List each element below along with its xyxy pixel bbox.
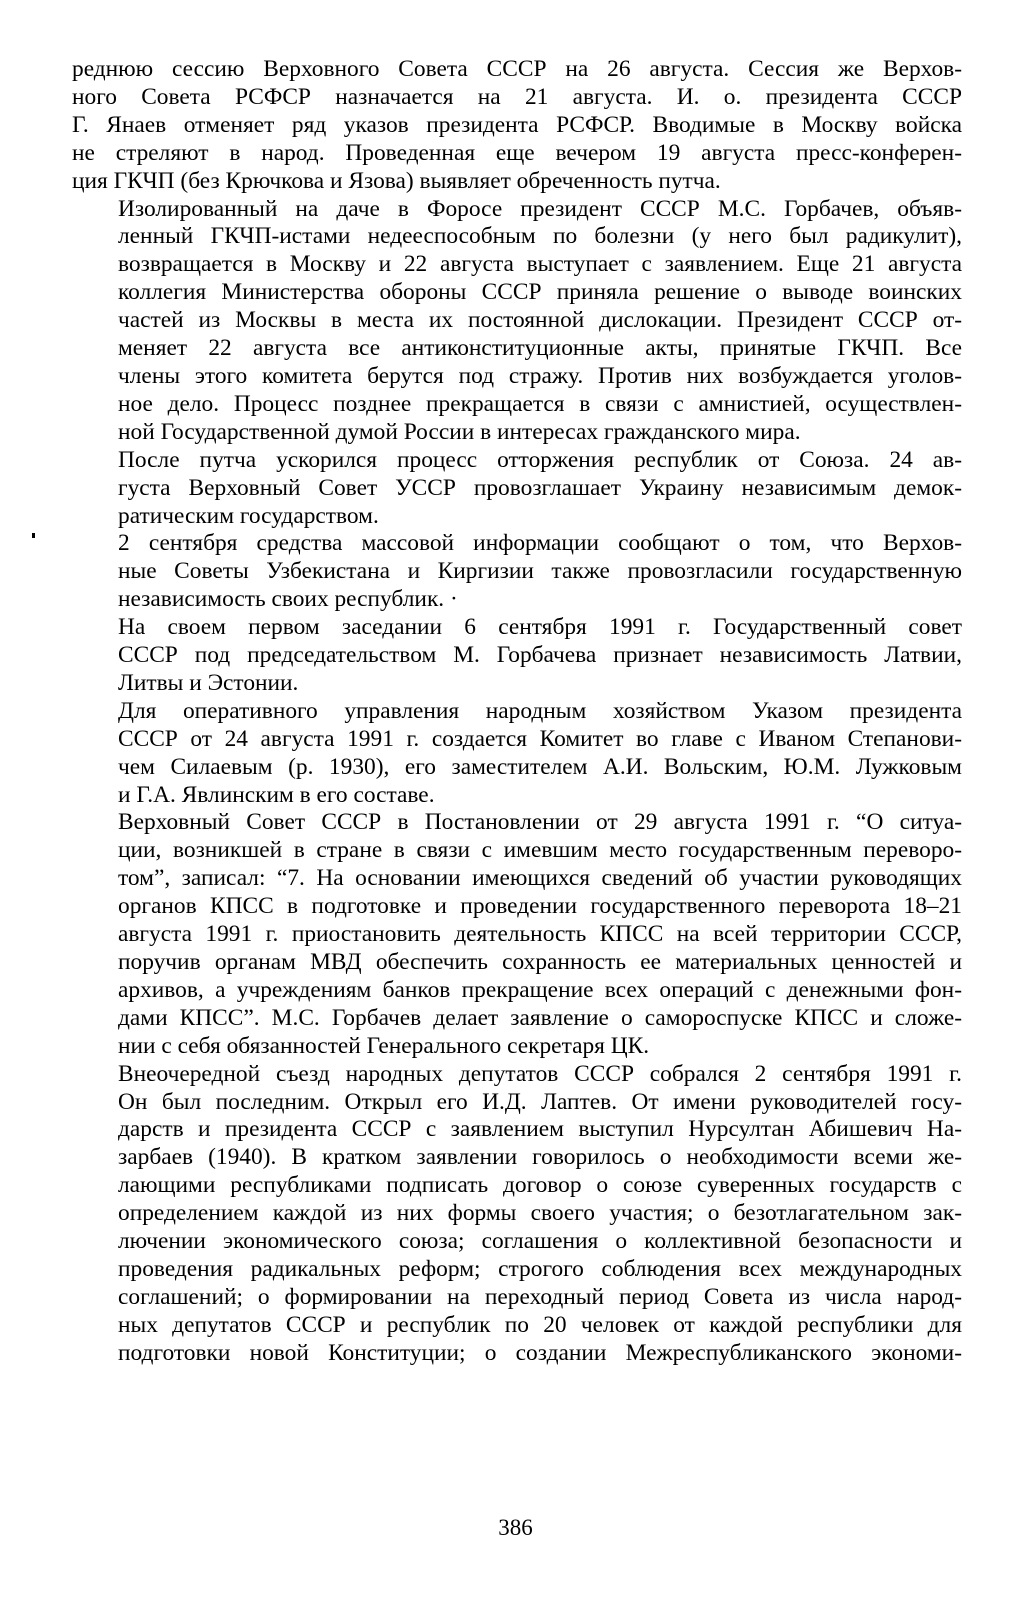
text-line: Внеочередной съезд народных депутатов СССР собрался 2 сентября 1991 г.: [118, 1060, 962, 1087]
paragraph: [72, 1061, 962, 1368]
text-line: реднюю сессию Верховного Совета СССР на 26 августа. Сессия же Верхов-: [72, 56, 962, 82]
text-line: ленный ГКЧП-истами недееспособным по болезни (у него был радикулит),: [118, 223, 962, 250]
text-line: ных депутатов СССР и республик по 20 человек от каждой республики для: [118, 1311, 962, 1338]
paragraph: [72, 530, 962, 614]
text-line: 2 сентября средства массовой информации сообщают о том, что Верхов-: [118, 530, 962, 557]
text-line: коллегия Министерства обороны СССР приняла решение о выводе воинских: [118, 279, 962, 306]
text-line: и Г.А. Явлинским в его составе.: [118, 781, 435, 808]
text-line: независимость своих республик. ·: [118, 586, 458, 613]
text-line: архивов, а учреждениям банков прекращение всех операций с денежными фон-: [118, 976, 962, 1003]
paragraph: [72, 614, 962, 698]
text-line: Верховный Совет СССР в Постановлении от 29 августа 1991 г. “О ситуа-: [118, 809, 962, 836]
text-line: ное дело. Процесс позднее прекращается в связи с амнистией, осуществлен-: [118, 390, 962, 417]
text-line: Г. Янаев отменяет ряд указов президента РСФСР. Вводимые в Москву войска: [72, 111, 962, 138]
text-line: нии с себя обязанностей Генерального секретаря ЦК.: [118, 1032, 650, 1059]
text-line: Он был последним. Открыл его И.Д. Лаптев. От имени руководителей госу-: [118, 1088, 962, 1115]
text-line: На своем первом заседании 6 сентября 1991 г. Государственный совет: [118, 614, 962, 641]
text-line: органов КПСС в подготовке и проведении государственного переворота 18–21: [118, 893, 962, 920]
text-line: проведения радикальных реформ; строгого соблюдения всех международных: [118, 1255, 962, 1282]
paragraph: [72, 56, 962, 196]
text-line: Литвы и Эстонии.: [118, 669, 299, 696]
text-line: члены этого комитета берутся под стражу. Против них возбуждается уголов-: [118, 362, 962, 389]
text-line: поручив органам МВД обеспечить сохранность ее материальных ценностей и: [118, 949, 962, 975]
text-line: возвращается в Москву и 22 августа выступает с заявлением. Еще 21 августа: [118, 251, 962, 278]
text-line: густа Верховный Совет УССР провозглашает Украину независимым демок-: [118, 474, 962, 501]
page-number: 386: [498, 1515, 533, 1540]
paragraph: [72, 196, 962, 447]
text-line: дами КПСС”. М.С. Горбачев делает заявление о самороспуске КПСС и сложе-: [118, 1004, 962, 1031]
text-line: ного Совета РСФСР назначается на 21 августа. И. о. президента СССР: [72, 83, 962, 110]
text-line: подготовки новой Конституции; о создании Межреспубликанского экономи-: [118, 1339, 962, 1366]
text-line: Для оперативного управления народным хозяйством Указом президента: [118, 697, 962, 724]
text-line: зарбаев (1940). В кратком заявлении говорилось о необходимости всеми же-: [118, 1144, 962, 1171]
text-line: чем Силаевым (р. 1930), его заместителем А.И. Вольским, Ю.М. Лужковым: [118, 753, 962, 780]
text-line: ции, возникшей в стране в связи с имевшим место государственным переворо-: [118, 837, 962, 864]
text-line: определением каждой из них формы своего участия; о безотлагательном зак-: [118, 1200, 962, 1227]
text-line: соглашений; о формировании на переходный период Совета из числа народ-: [118, 1283, 962, 1310]
paragraph: [72, 447, 962, 531]
text-line: лючении экономического союза; соглашения о коллективной безопасности и: [118, 1228, 962, 1255]
text-line: лающими республиками подписать договор о союзе суверенных государств с: [118, 1172, 962, 1199]
text-line: не стреляют в народ. Проведенная еще вечером 19 августа пресс-конферен-: [72, 139, 962, 166]
text-line: ные Советы Узбекистана и Киргизии также провозгласили государственную: [118, 558, 962, 585]
text-line: СССР от 24 августа 1991 г. создается Комитет во главе с Иваном Степанови-: [118, 725, 962, 752]
page-body-text: [72, 56, 962, 1368]
margin-mark: [32, 533, 35, 538]
paragraph: [72, 698, 962, 810]
text-line: ной Государственной думой России в интересах гражданского мира.: [118, 418, 801, 445]
text-line: августа 1991 г. приостановить деятельность КПСС на всей территории СССР,: [118, 921, 962, 948]
text-line: СССР под председательством М. Горбачева признает независимость Латвии,: [118, 642, 962, 669]
paragraph: [72, 809, 962, 1060]
text-line: ратическим государством.: [118, 502, 379, 529]
text-line: ция ГКЧП (без Крючкова и Язова) выявляет обреченность путча.: [72, 167, 721, 194]
text-line: меняет 22 августа все антиконституционные акты, принятые ГКЧП. Все: [118, 335, 962, 362]
text-line: Изолированный на даче в Форосе президент СССР М.С. Горбачев, объяв-: [118, 195, 962, 222]
text-line: После путча ускорился процесс отторжения республик от Союза. 24 ав-: [118, 446, 962, 473]
text-line: том”, записал: “7. На основании имеющихся сведений об участии руководящих: [118, 865, 962, 892]
text-line: частей из Москвы в места их постоянной дислокации. Президент СССР от-: [118, 307, 962, 334]
text-line: дарств и президента СССР с заявлением выступил Нурсултан Абишевич На-: [118, 1116, 962, 1143]
